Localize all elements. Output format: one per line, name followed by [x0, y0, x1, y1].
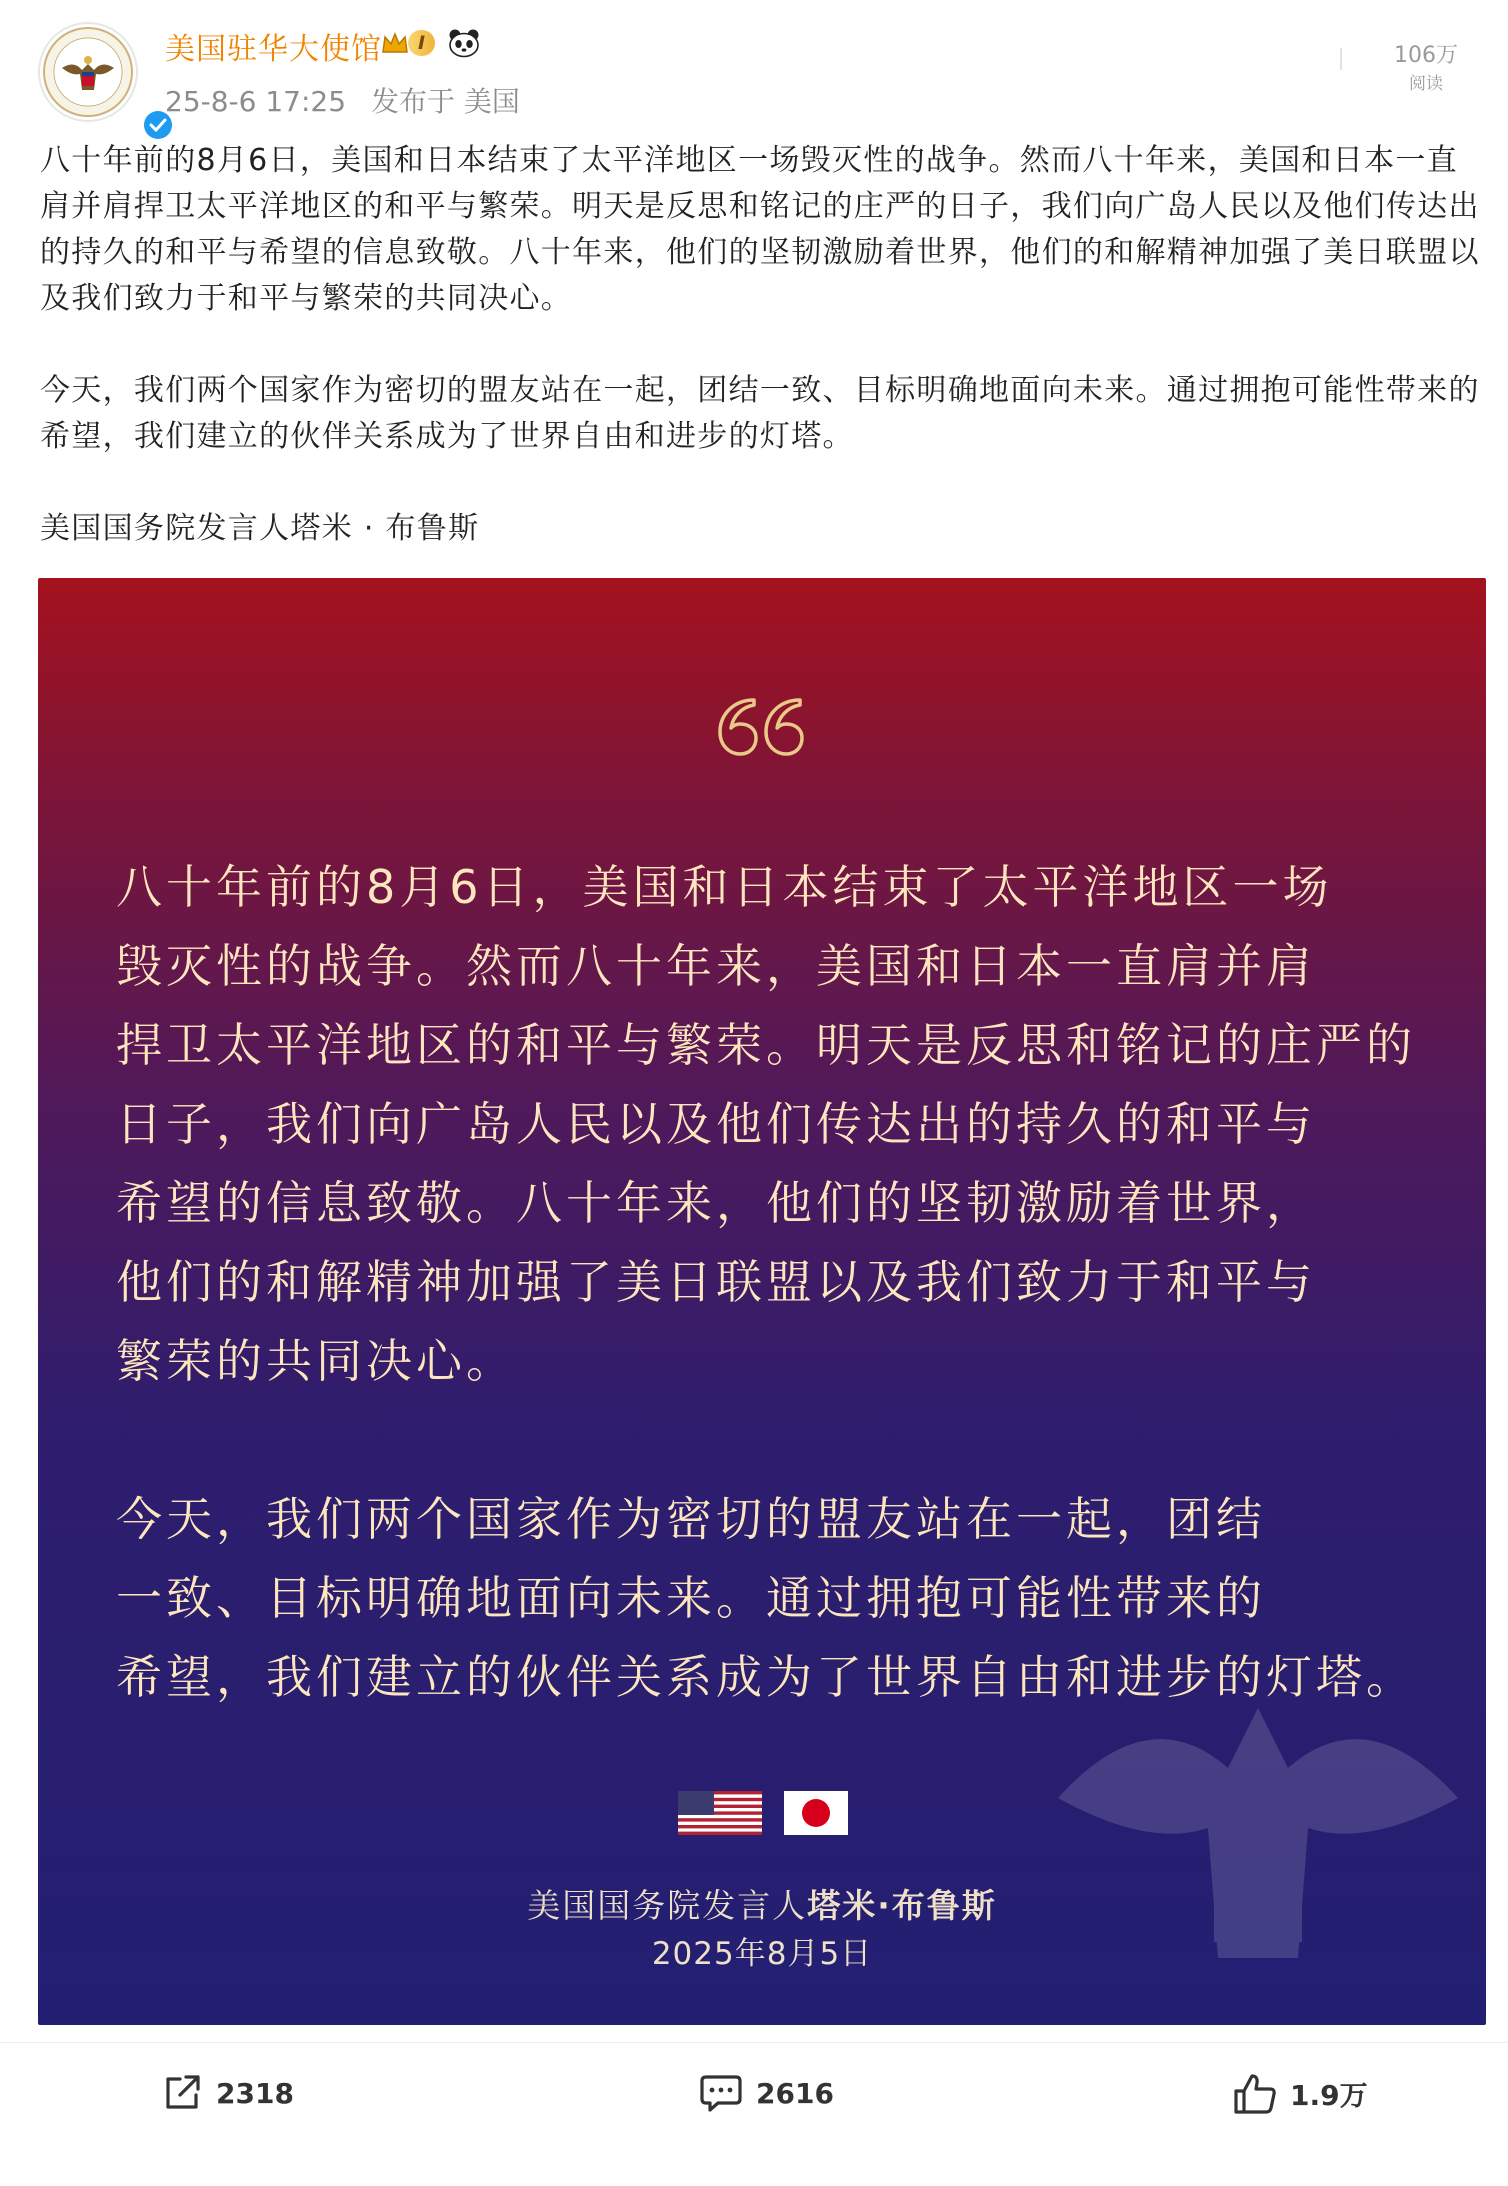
quote-line: 毁灭性的战争。然而八十年来，美国和日本一直肩并肩: [116, 939, 1316, 993]
quote-line: 一致、目标明确地面向未来。通过拥抱可能性带来的: [116, 1571, 1266, 1625]
level-badge: I: [408, 30, 435, 56]
panda-icon: [447, 28, 481, 58]
thumbs-up-icon: [1232, 2071, 1278, 2117]
repost-count: 2318: [216, 2076, 294, 2110]
post-location: 发布于 美国: [370, 85, 520, 118]
quote-line: 捍卫太平洋地区的和平与繁荣。明天是反思和铭记的庄严的: [116, 1018, 1416, 1072]
comment-icon: [698, 2071, 744, 2115]
post-text: [40, 138, 1480, 552]
post-timestamp: 25-8-6 17:25: [165, 85, 347, 118]
embassy-seal-icon: [40, 24, 136, 120]
quote-line: 八十年前的8月6日，美国和日本结束了太平洋地区一场: [116, 860, 1333, 914]
quote-line: 希望的信息致敬。八十年来，他们的坚韧激励着世界，: [116, 1176, 1316, 1230]
japan-flag-icon: [784, 1791, 848, 1835]
post-image[interactable]: [38, 578, 1486, 2025]
flags: [678, 1791, 848, 1835]
post-signature: 美国国务院发言人塔米 · 布鲁斯: [40, 511, 480, 546]
views-counter: [1394, 38, 1458, 94]
quote-line: 他们的和解精神加强了美日联盟以及我们致力于和平与: [116, 1255, 1316, 1309]
quote-line: 繁荣的共同决心。: [116, 1334, 516, 1388]
like-count: 1.9万: [1290, 2079, 1368, 2112]
action-bar: [0, 2042, 1508, 2141]
post-paragraph: 今天，我们两个国家作为密切的盟友站在一起，团结一致、目标明确地面向未来。通过拥抱可能性带来的希望，我们建立的伙伴关系成为了世界自由和进步的灯塔。: [40, 373, 1480, 454]
avatar[interactable]: [38, 22, 138, 122]
quote-mark-icon: [714, 692, 810, 760]
post-paragraph: 八十年前的8月6日，美国和日本结束了太平洋地区一场毁灭性的战争。然而八十年来，美国和日本一直肩并肩捍卫太平洋地区的和平与繁荣。明天是反思和铭记的庄严的日子，我们向广岛人民以及他们传达出的持久的和平与希望的信息致敬。八十年来，他们的坚韧激励着世界，他们的和解精神加强了美日联盟以及我们致力于和平与繁荣的共同决心。: [40, 143, 1480, 316]
like-button[interactable]: [1232, 2071, 1368, 2117]
user-name[interactable]: 美国驻华大使馆: [165, 32, 382, 67]
quote-line: 今天，我们两个国家作为密切的盟友站在一起，团结: [116, 1492, 1266, 1546]
speaker-title: 美国国务院发言人: [527, 1886, 808, 1925]
share-icon: [160, 2071, 204, 2115]
views-count: 106万: [1394, 43, 1458, 68]
speaker-line: [38, 1880, 1486, 1927]
post-meta: [165, 80, 536, 120]
quote-date: 2025年8月5日: [651, 1936, 873, 1972]
quote-line: 希望，我们建立的伙伴关系成为了世界自由和进步的灯塔。: [116, 1650, 1416, 1704]
comment-count: 2616: [756, 2076, 834, 2110]
divider: [1340, 48, 1342, 70]
quote-text: [116, 848, 1426, 1717]
quote-line: 日子，我们向广岛人民以及他们传达出的持久的和平与: [116, 1097, 1316, 1151]
crown-icon: [380, 30, 410, 56]
comment-button[interactable]: [698, 2071, 834, 2115]
views-label: 阅读: [1409, 74, 1443, 94]
us-flag-icon: [678, 1791, 762, 1835]
member-crown-badge[interactable]: [380, 28, 435, 58]
repost-button[interactable]: [160, 2071, 294, 2115]
speaker-name: 塔米·布鲁斯: [807, 1886, 997, 1925]
